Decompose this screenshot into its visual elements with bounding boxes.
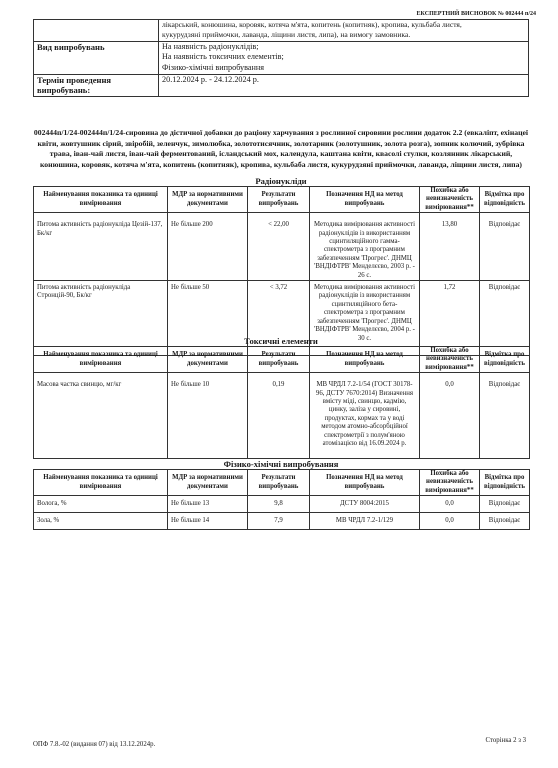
column-header: Позначення НД на метод випробувань	[310, 470, 420, 496]
value-line: На наявність токсичних елементів;	[162, 52, 284, 62]
value-line: кукурудзяні приймочки, лаванда, ліщини листя, липа), на вимогу замовника.	[162, 30, 411, 40]
column-header: Позначення НД на метод випробувань	[310, 187, 420, 213]
cell-name: Питома активність радіонукліда Стронцій-90, Бк/кг	[34, 281, 168, 356]
cell-name: Волога, %	[34, 496, 168, 513]
section-title-radionuclides: Радіонукліди	[255, 176, 307, 186]
test-info-table	[33, 19, 529, 97]
column-header: Результати випробувань	[248, 187, 310, 213]
cell-result: < 22,00	[248, 213, 310, 281]
column-header: Найменування показника та одиниці вимірювання	[34, 347, 168, 373]
cell-method: МВ ЧРДЛ 7.2-1/129	[310, 513, 420, 530]
column-header: Похибка або невизначеність вимірювання**	[420, 347, 480, 373]
table-row	[34, 75, 529, 97]
cell-result: 7,9	[248, 513, 310, 530]
cell-mdr: Не більше 50	[168, 281, 248, 356]
cell-method: ДСТУ 8004:2015	[310, 496, 420, 513]
table-row	[34, 496, 530, 513]
cell-result: 9,8	[248, 496, 310, 513]
column-header: Відмітка про відповідність	[480, 187, 530, 213]
row-value	[159, 75, 529, 97]
column-header: Похибка або невизначеність вимірювання**	[420, 470, 480, 496]
cell-conformity: Відповідає	[480, 213, 530, 281]
radionuclides-table	[33, 186, 530, 356]
cell-name: Зола, %	[34, 513, 168, 530]
form-reference: ОПФ 7.8.-02 (видання 07) від 13.12.2024р.	[33, 741, 156, 748]
cell-mdr: Не більше 10	[168, 373, 248, 459]
column-header: МДР за нормативними документами	[168, 347, 248, 373]
column-header: Результати випробувань	[248, 470, 310, 496]
row-value	[159, 42, 529, 75]
cell-method: Методика вимірювання активності радіонуклідів із використанням сцинтиляційного бета-спектрометра з програмним забезпеченням 'Прогрес'. ДНМЦ 'ВНДІФТРВ' Менделєєво, 2004 р. - 30 с.	[310, 281, 420, 356]
section-title-toxic-elements: Токсичні елементи	[244, 336, 318, 346]
cell-error: 13,80	[420, 213, 480, 281]
cell-error: 0,0	[420, 513, 480, 530]
column-header: МДР за нормативними документами	[168, 470, 248, 496]
column-header: Позначення НД на метод випробувань	[310, 347, 420, 373]
cell-method: Методика вимірювання активності радіонуклідів із використанням сцинтиляційного гамма-спектрометра з програмним забезпеченням 'Прогрес'. ДНМЦ 'ВНДІФТРВ' Менделєєво, 2003 р. - 26 с.	[310, 213, 420, 281]
physchem-table	[33, 469, 530, 530]
value-line: 20.12.2024 р. - 24.12.2024 р.	[162, 75, 259, 84]
cell-error: 1,72	[420, 281, 480, 356]
table-header-row	[34, 347, 530, 373]
cell-mdr: Не більше 13	[168, 496, 248, 513]
document-number: ЕКСПЕРТНИЙ ВИСНОВОК № 002444 п/24	[416, 11, 536, 17]
cell-conformity: Відповідає	[480, 281, 530, 356]
cell-mdr: Не більше 200	[168, 213, 248, 281]
column-header: Відмітка про відповідність	[480, 347, 530, 373]
page-number: Сторінка 2 з 3	[485, 737, 526, 744]
toxic-elements-table	[33, 346, 530, 459]
row-value	[159, 20, 529, 42]
value-line: лікарський, конюшина, коровяк, котяча м'ята, копитень (копитняк), кропива, кульбаба листя,	[162, 20, 462, 29]
section-title-physchem: Фізико-хімічні випробування	[223, 459, 339, 469]
row-label	[34, 20, 159, 42]
value-line: Фізико-хімічні випробування	[162, 62, 265, 72]
row-label: Вид випробувань	[34, 42, 159, 75]
column-header: Результати випробувань	[248, 347, 310, 373]
cell-name: Питома активність радіонукліда Цезій-137, Бк/кг	[34, 213, 168, 281]
table-header-row	[34, 470, 530, 496]
table-row	[34, 42, 529, 75]
table-header-row	[34, 187, 530, 213]
cell-mdr: Не більше 14	[168, 513, 248, 530]
row-label: Термін проведення випробувань:	[34, 75, 159, 97]
cell-result: < 3,72	[248, 281, 310, 356]
column-header: Відмітка про відповідність	[480, 470, 530, 496]
cell-conformity: Відповідає	[480, 373, 530, 459]
cell-method: МВ ЧРДЛ 7.2-1/54 (ГОСТ 30178-96, ДСТУ 7670:2014) Визначення вмісту міді, свинцю, кадмію, цинку, заліза у сировині, продуктах, кормах та у воді методом атомно-абсорбційної спектрометрії з полум'яною атомізацією від 16.09.2024 р.	[310, 373, 420, 459]
product-description: 002444п/1/24-002444п/1/24-сировина до дістичної добавки до раціону харчування з рослинної сировини рослини додаток 2.2 (евкаліпт, ехінацеї квіти, жовтушник сірий, звіробій, зеленчук, зимолюбка, золототисячник, золотарник (золотушник, золота розга), зопник колючий, зубрівка трава, іван-чай листя, іван-чай ферментований, ісландський мох, календула, каштана квіти, квасолі стулки, козлянник лікарський, конюшина, коровяк, котяча м'ята, копитень (копитняк), кропива, кульбаба листя, кукурудзяні приймочки, лаванда, ліщини листя, липа)	[33, 128, 529, 169]
cell-error: 0,0	[420, 496, 480, 513]
value-line: На наявність радіонуклідів;	[162, 42, 259, 51]
column-header: Найменування показника та одиниці вимірювання	[34, 187, 168, 213]
cell-conformity: Відповідає	[480, 496, 530, 513]
column-header: МДР за нормативними документами	[168, 187, 248, 213]
column-header: Найменування показника та одиниці вимірювання	[34, 470, 168, 496]
cell-name: Масова частка свинцю, мг/кг	[34, 373, 168, 459]
table-row	[34, 513, 530, 530]
cell-result: 0,19	[248, 373, 310, 459]
table-row	[34, 20, 529, 42]
table-row	[34, 213, 530, 281]
cell-error: 0,0	[420, 373, 480, 459]
table-row	[34, 373, 530, 459]
column-header: Похибка або невизначеність вимірювання**	[420, 187, 480, 213]
cell-conformity: Відповідає	[480, 513, 530, 530]
